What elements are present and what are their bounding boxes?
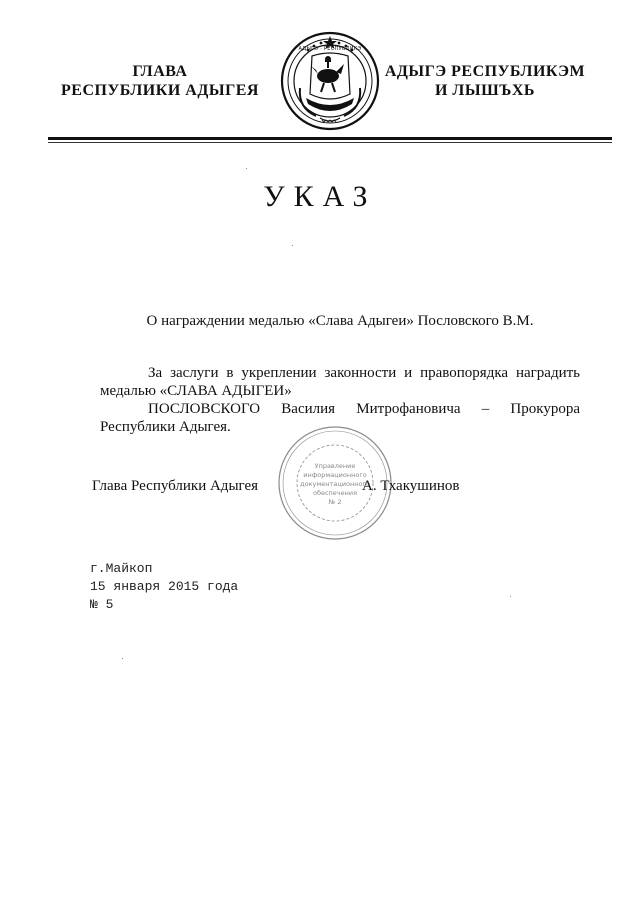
footer-date: 15 января 2015 года bbox=[90, 579, 239, 594]
header-left bbox=[35, 62, 285, 100]
stamp-line1: Управление bbox=[314, 462, 356, 470]
scan-speck bbox=[246, 168, 247, 169]
scan-speck bbox=[122, 658, 123, 659]
stamp-line2: информационного bbox=[303, 471, 367, 479]
document-subject: О награждении медалью «Слава Адыгеи» Пословского В.М. bbox=[146, 313, 534, 329]
header-right-line2: И ЛЫШЪХЬ bbox=[434, 82, 536, 99]
body-paragraph-2: ПОСЛОВСКОГО Василия Митрофановича – Прокурора Республики Адыгея. bbox=[100, 401, 580, 435]
signature-name: А. Тхакушинов bbox=[362, 478, 460, 494]
body-paragraph-1: За заслуги в укреплении законности и правопорядка наградить медалью «СЛАВА АДЫГЕИ» bbox=[100, 365, 580, 399]
header-right-line1: АДЫГЭ РЕСПУБЛИКЭМ bbox=[384, 63, 586, 80]
signature-position: Глава Республики Адыгея bbox=[92, 478, 259, 494]
stamp-line4: обеспечения bbox=[312, 489, 358, 497]
footer-number: № 5 bbox=[90, 597, 114, 612]
document-footer bbox=[90, 560, 238, 614]
header-right bbox=[360, 62, 610, 100]
header-divider-thin bbox=[48, 142, 612, 143]
stamp-line5: № 2 bbox=[328, 498, 342, 506]
document-title: УКАЗ bbox=[263, 180, 377, 213]
svg-text:АДЫГЭ · РЕСПУБЛИКЭ: АДЫГЭ · РЕСПУБЛИКЭ bbox=[298, 46, 362, 52]
coat-of-arms-icon bbox=[278, 28, 382, 134]
footer-city: г.Майкоп bbox=[90, 561, 153, 576]
scan-speck bbox=[292, 245, 293, 246]
stamp-line3: документационного bbox=[300, 480, 370, 488]
header-left-line2: РЕСПУБЛИКИ АДЫГЕЯ bbox=[61, 82, 259, 99]
header-left-line1: ГЛАВА bbox=[132, 63, 188, 80]
scan-speck bbox=[510, 596, 511, 597]
header-divider-thick bbox=[48, 137, 612, 140]
